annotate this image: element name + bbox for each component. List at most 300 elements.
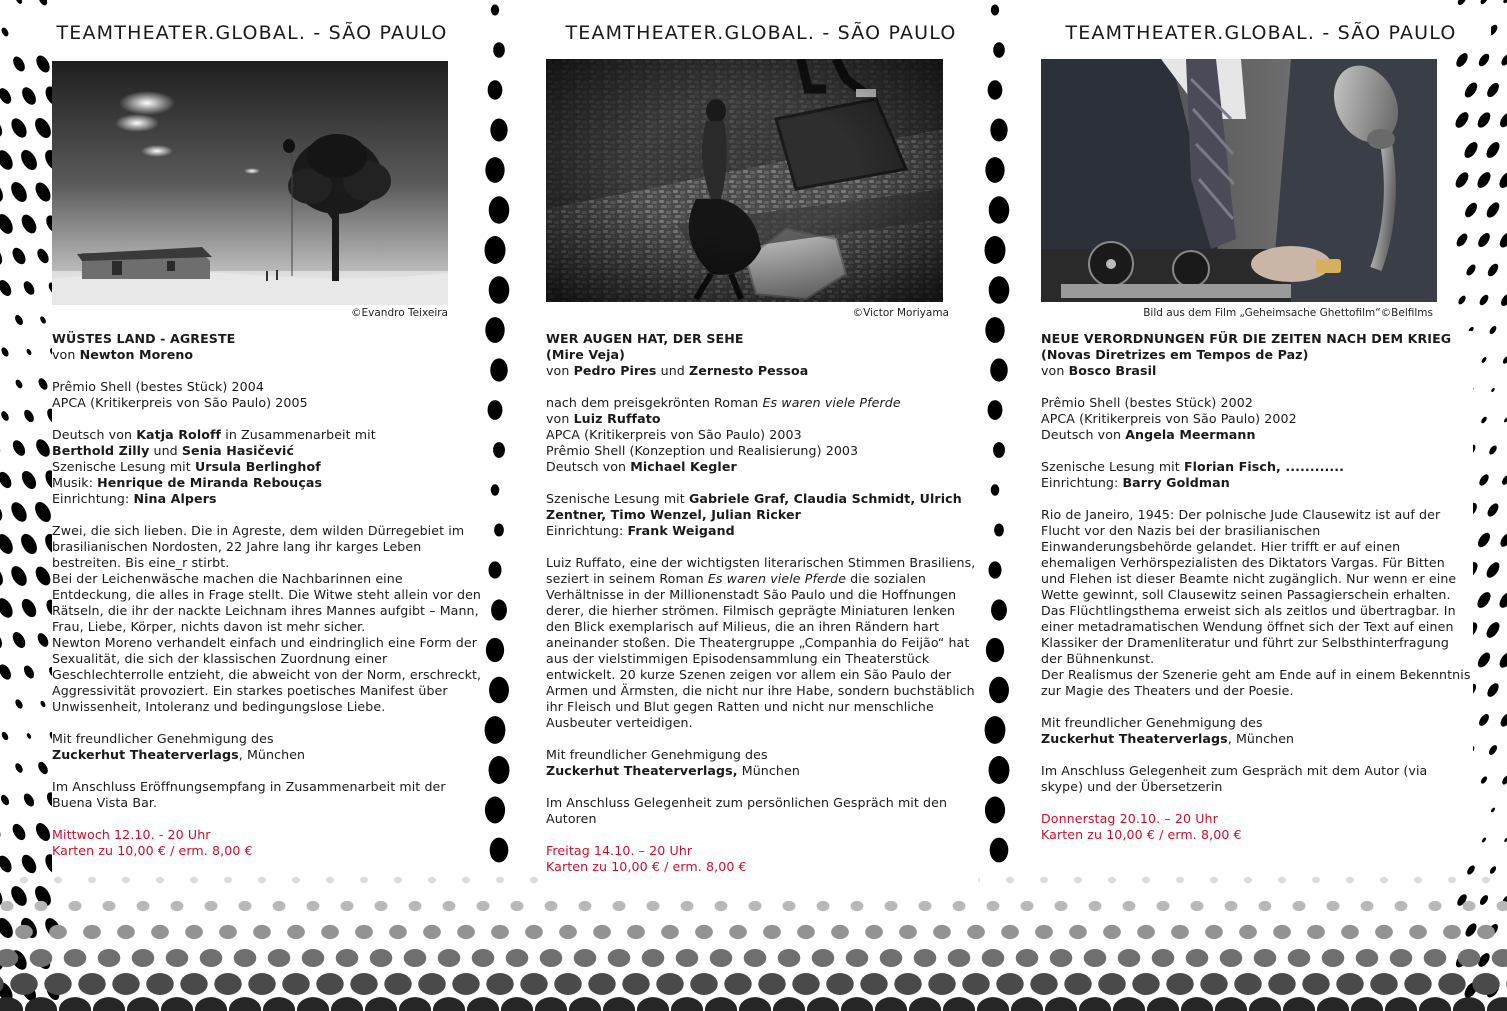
halftone-dot: [812, 949, 835, 967]
halftone-dot: [32, 115, 54, 140]
halftone-dot: [1438, 973, 1465, 995]
halftone-dot: [1322, 949, 1345, 967]
halftone-dot: [336, 949, 359, 967]
halftone-dot: [1302, 973, 1329, 995]
halftone-dot: [10, 630, 28, 650]
halftone-dot: [132, 949, 155, 967]
column-header: TEAMTHEATER.GLOBAL. - SÃO PAULO: [1031, 22, 1491, 44]
halftone-dot: [166, 949, 189, 967]
halftone-dot: [491, 484, 500, 495]
halftone-dot: [613, 901, 626, 911]
halftone-dot: [506, 949, 529, 967]
halftone-dot: [370, 949, 393, 967]
halftone-dot: [26, 348, 33, 356]
halftone-dot: [486, 973, 513, 995]
halftone-dot: [622, 973, 649, 995]
halftone-dot: [729, 925, 747, 939]
halftone-dot: [1356, 949, 1379, 967]
halftone-dot: [1220, 949, 1243, 967]
halftone-dot: [1084, 949, 1107, 967]
halftone-dot: [1498, 711, 1507, 728]
halftone-dot: [846, 949, 869, 967]
halftone-dot: [671, 997, 703, 1011]
halftone-dot: [1465, 263, 1478, 277]
halftone-dot: [54, 877, 62, 883]
halftone-dot: [1055, 901, 1068, 911]
halftone-dot: [467, 997, 499, 1011]
halftone-dot: [593, 925, 611, 939]
halftone-dot: [1477, 52, 1492, 68]
halftone-dot: [1361, 901, 1374, 911]
play-info-agreste: WÜSTES LAND - AGRESTE von Newton Moreno Prêmio Shell (bestes Stück) 2004 APCA (Kritikerpreis von São Paulo) 2005 Deutsch von Katja Roloff in Zusammenarbeit mit Berthold Zilly und Senia Hasičević Szenische Lesung mit Ursula Berlinghof Musik: Henrique de Miranda Rebouças Einrichtung: Nina Alpers Zwei, die sich lieben. Die in Agreste, dem wilden Dürregebiet im brasilianischen Nordosten, 22 Jahre lang ihr karges Leben bestreiten. Bis eine_r stirbt. Bei der Leichenwäsche machen die Nachbarinnen eine Entdeckung, die alles in Frage stellt. Die Witwe steht allein vor den Rätseln, die ihr der nackte Leichnam ihres Mannes aufgibt – Mann, Frau, Liebe, Körper, nichts davon ist mehr sicher. Newton Moreno verhandelt einfach und eindringlich eine Form der Sexualität, die sich der klassischen Zuordnung einer Geschlechterrolle entzieht, die abweicht von der Norm, erschreckt, Aggressivität provoziert. Ein starkes poetisches Manifest über Unwissenheit, Intoleranz und bedingungslose Liebe. Mit freundlicher Genehmigung des Zuckerhut Theaterverlags, München Im Anschluss Eröffnungsempfang in Zusammenarbeit mit der Buena Vista Bar. Mittwoch 12.10. - 20 Uhr Karten zu 10,00 € / erm. 8,00 €: [52, 331, 484, 875]
halftone-dot: [1200, 973, 1227, 995]
halftone-dot: [885, 901, 898, 911]
halftone-dot: [1030, 973, 1057, 995]
halftone-dot: [1481, 837, 1487, 843]
halftone-dot: [214, 973, 241, 995]
halftone-dot: [1480, 775, 1489, 784]
halftone-dot: [1137, 925, 1155, 939]
column-header: TEAMTHEATER.GLOBAL. - SÃO PAULO: [531, 22, 991, 44]
halftone-dot: [1016, 949, 1039, 967]
halftone-dot: [1273, 925, 1291, 939]
credits: Deutsch von Katja Roloff in Zusammenarbeit mit Berthold Zilly und Senia Hasičević Szenische Lesung mit Ursula Berlinghof Musik: Henrique de Miranda Rebouças Einrichtung: Nina Alpers: [52, 427, 376, 506]
halftone-dot: [10, 245, 28, 266]
halftone-dot: [1453, 997, 1485, 1011]
halftone-dot: [1021, 901, 1034, 911]
halftone-dot: [137, 901, 150, 911]
halftone-dot: [1492, 949, 1507, 967]
halftone-dot: [1497, 230, 1507, 249]
halftone-dot: [485, 716, 506, 744]
halftone-dot: [1132, 973, 1159, 995]
halftone-dot: [1475, 170, 1493, 190]
halftone-dot: [1268, 973, 1295, 995]
halftone-dot: [117, 925, 135, 939]
halftone-dot: [258, 877, 266, 883]
halftone-dot: [1210, 877, 1218, 883]
halftone-dot: [914, 949, 937, 967]
halftone-dot: [39, 315, 47, 324]
halftone-dot: [1035, 925, 1053, 939]
halftone-dot: [171, 901, 184, 911]
halftone-dot: [127, 997, 159, 1011]
award: APCA (Kritikerpreis von São Paulo) 2005: [52, 395, 308, 410]
halftone-dot: [1064, 973, 1091, 995]
halftone-dot: [1278, 877, 1286, 883]
halftone-dot: [1191, 901, 1204, 911]
halftone-dot: [10, 973, 37, 995]
halftone-dot: [1488, 325, 1498, 336]
ticket-price: Karten zu 10,00 € / erm. 8,00 €: [546, 859, 747, 874]
photo-credit: ©Victor Moriyama: [852, 307, 949, 319]
play-description: Rio de Janeiro, 1945: Der polnische Jude Clausewitz ist auf der Flucht vor den Nazis bei der brasilianischen Einwanderungsbehörde gelandet. Hier trifft er auf einen ehemaligen Verhörspezialisten des Diktators Vargas. Für Bitten und Flehen ist dieser Beamte nicht zugänglich. Nur wenn er eine Wette gewinnt, soll Clausewitz seinen Passagierschein erhalten. Das Flüchtlingsthema erweist sich als zeitlos und übertragbar. In einer metadramatischen Wendung öffnet sich der Text auf einen Klassiker der Dramenliteratur und führt zur Selbsthinterfragung der Bühnenkunst. Der Realismus der Szenerie geht am Ende auf in einem Bekenntnis zur Magie des Theaters und der Poesie.: [1041, 507, 1471, 698]
halftone-dot: [656, 973, 683, 995]
halftone-dot: [489, 756, 510, 784]
halftone-dot: [37, 0, 49, 7]
halftone-dot: [37, 377, 50, 392]
halftone-dot: [19, 212, 40, 236]
halftone-dot: [1050, 949, 1073, 967]
halftone-dot: [1477, 712, 1491, 727]
halftone-dot: [0, 629, 5, 652]
column-header: TEAMTHEATER.GLOBAL. - SÃO PAULO: [22, 22, 482, 44]
halftone-dot: [1476, 231, 1492, 249]
halftone-dot: [15, 0, 24, 5]
halftone-dot: [1424, 949, 1447, 967]
halftone-dot: [122, 877, 130, 883]
halftone-dot: [234, 949, 257, 967]
halftone-dot: [1448, 877, 1456, 883]
halftone-dot: [496, 877, 504, 883]
halftone-dot: [1327, 901, 1340, 911]
halftone-dot: [875, 997, 907, 1011]
halftone-dot: [394, 877, 402, 883]
halftone-dot: [967, 925, 985, 939]
halftone-dot: [0, 823, 3, 841]
halftone-dot: [773, 997, 805, 1011]
halftone-dot: [588, 973, 615, 995]
halftone-dot: [1171, 925, 1189, 939]
halftone-dot: [1225, 901, 1238, 911]
halftone-dot: [0, 179, 6, 205]
halftone-dot: [229, 997, 261, 1011]
halftone-dot: [1497, 170, 1507, 190]
halftone-dot: [1475, 110, 1493, 130]
halftone-dot: [10, 438, 27, 458]
halftone-dot: [1409, 925, 1427, 939]
halftone-dot: [993, 442, 1005, 458]
halftone-dot: [494, 523, 504, 536]
halftone-dot: [501, 997, 533, 1011]
halftone-dot: [488, 561, 501, 578]
halftone-dot: [909, 997, 941, 1011]
halftone-dot: [93, 997, 125, 1011]
afterwards-note: Im Anschluss Gelegenheit zum Gespräch mit dem Autor (via skype) und der Übersetzerin: [1041, 763, 1428, 794]
halftone-dot: [0, 211, 16, 236]
halftone-dot: [0, 500, 5, 523]
afterwards-note: Im Anschluss Gelegenheit zum persönlichen Gespräch mit den Autoren: [546, 795, 948, 826]
halftone-dot: [1502, 355, 1507, 365]
halftone-dot: [569, 997, 601, 1011]
halftone-dot: [22, 664, 36, 680]
halftone-dot: [817, 901, 830, 911]
photo-credit: Bild aus dem Film „Geheimsache Ghettofilm“©Belfilms: [1143, 307, 1433, 319]
halftone-dot: [219, 925, 237, 939]
halftone-dot: [1370, 973, 1397, 995]
halftone-dot: [1166, 973, 1193, 995]
halftone-dot: [477, 901, 490, 911]
halftone-dot: [0, 915, 16, 940]
halftone-dot: [0, 470, 14, 491]
reading-credits: Szenische Lesung mit Gabriele Graf, Claudia Schmidt, Ulrich Zentner, Timo Wenzel, Julian Ricker Einrichtung: Frank Weigand: [546, 491, 962, 538]
halftone-dot: [1497, 650, 1507, 670]
halftone-dot: [0, 563, 6, 589]
halftone-dot: [428, 877, 436, 883]
halftone-dot: [1259, 901, 1272, 911]
halftone-dot: [990, 838, 1009, 863]
halftone-dot: [989, 756, 1010, 784]
halftone-dot: [1462, 80, 1479, 99]
halftone-dot: [224, 877, 232, 883]
halftone-dot: [1463, 901, 1476, 911]
halftone-dot: [1385, 997, 1417, 1011]
halftone-dot: [1490, 807, 1496, 813]
halftone-dot: [488, 400, 503, 420]
halftone-dot: [1498, 111, 1507, 130]
halftone-dot: [485, 236, 506, 264]
halftone-dot: [1466, 864, 1477, 876]
halftone-dot: [647, 901, 660, 911]
halftone-dot: [994, 523, 1004, 536]
halftone-dot: [21, 279, 36, 296]
halftone-dot: [462, 877, 470, 883]
halftone-dot: [321, 925, 339, 939]
halftone-dot: [1443, 925, 1461, 939]
halftone-dot: [991, 484, 1000, 495]
halftone-dot: [1419, 997, 1451, 1011]
halftone-dot: [715, 901, 728, 911]
play-subtitle: (Novas Diretrizes em Tempos de Paz): [1041, 347, 1309, 362]
halftone-dot: [681, 901, 694, 911]
halftone-dot: [778, 949, 801, 967]
halftone-dot: [1482, 877, 1490, 883]
halftone-dot: [20, 877, 28, 883]
halftone-dot: [1475, 650, 1492, 669]
halftone-dot: [1499, 292, 1507, 307]
halftone-dot: [1500, 53, 1507, 67]
halftone-dot: [1069, 925, 1087, 939]
halftone-dot: [919, 901, 932, 911]
halftone-dot: [880, 949, 903, 967]
halftone-dot: [151, 925, 169, 939]
halftone-dot: [0, 440, 2, 457]
halftone-dot: [933, 925, 951, 939]
halftone-dot: [0, 346, 10, 358]
halftone-dot: [988, 80, 1003, 100]
permission-note: Mit freundlicher Genehmigung des Zuckerhut Theaterverlags, München: [52, 731, 306, 762]
halftone-dot: [990, 358, 1007, 381]
halftone-dot: [1484, 620, 1502, 640]
halftone-dot: [490, 118, 507, 141]
halftone-dot: [190, 877, 198, 883]
halftone-dot: [35, 901, 48, 911]
halftone-dot: [489, 677, 509, 704]
halftone-dot: [0, 696, 2, 711]
halftone-dot: [0, 997, 23, 1011]
halftone-dot: [35, 247, 51, 265]
halftone-dot: [19, 596, 39, 619]
halftone-dot: [485, 317, 504, 343]
play-title: WÜSTES LAND - AGRESTE: [52, 331, 236, 346]
halftone-dot: [1181, 997, 1213, 1011]
halftone-dot: [1454, 51, 1470, 69]
halftone-dot: [146, 973, 173, 995]
halftone-dot: [1244, 877, 1252, 883]
halftone-dot: [1011, 997, 1043, 1011]
halftone-dot: [433, 997, 465, 1011]
halftone-dot: [452, 973, 479, 995]
halftone-dot: [33, 564, 54, 588]
credits: Prêmio Shell (bestes Stück) 2002 APCA (Kritikerpreis von São Paulo) 2002 Deutsch von Angela Meermann: [1041, 395, 1297, 442]
halftone-dot: [1312, 877, 1320, 883]
halftone-dot: [807, 997, 839, 1011]
halftone-dot: [389, 925, 407, 939]
halftone-dot: [490, 358, 507, 381]
halftone-dot: [1478, 894, 1489, 907]
halftone-dot: [695, 925, 713, 939]
halftone-dot: [749, 901, 762, 911]
halftone-dot: [797, 925, 815, 939]
halftone-dot: [8, 116, 29, 141]
halftone-dot: [1045, 997, 1077, 1011]
halftone-dot: [472, 949, 495, 967]
afterwards-note: Im Anschluss Eröffnungsempfang in Zusammenarbeit mit der Buena Vista Bar.: [52, 779, 446, 810]
halftone-dot: [831, 925, 849, 939]
halftone-dot: [948, 949, 971, 967]
halftone-dot: [579, 901, 592, 911]
halftone-dot: [0, 793, 11, 806]
halftone-dot: [1254, 949, 1277, 967]
halftone-dot: [1463, 921, 1478, 938]
halftone-dot: [1480, 416, 1488, 425]
halftone-dot: [1215, 997, 1247, 1011]
halftone-dot: [326, 877, 334, 883]
halftone-dot: [1453, 170, 1471, 190]
halftone-dot: [438, 949, 461, 967]
play-info-mire-veja: WER AUGEN HAT, DER SEHE (Mire Veja) von Pedro Pires und Zernesto Pessoa nach dem preisgekrönten Roman Es waren viele Pferde von Luiz Ruffato APCA (Kritikerpreis von São Paulo) 2003 Prêmio Shell (Konzeption und Realisierung) 2003 Deutsch von Michael Kegler Szenische Lesung mit Gabriele Graf, Claudia Schmidt, Ulrich Zentner, Timo Wenzel, Julian Ricker Einrichtung: Frank Weigand Luiz Ruffato, eine der wichtigsten literarischen Stimmen Brasiliens, seziert in seinem Roman Es waren viele Pferde die sozialen Verhältnisse in der Millionenstadt São Paulo und die Hoffnungen derer, die hierher strömen. Filmisch geprägte Miniaturen lenken den Blick exemplarisch auf Milieus, die an ihren Rändern hart aneinander stoßen. Die Theatergruppe „Companhia do Feijão“ hat aus der vielstimmigen Episodensammlung ein Theaterstück entwickelt. 20 kurze Szenen zeigen vor allem ein São Paulo der Armen und Ärmsten, die nicht nur ihre Habe, sondern buchstäblich ihr Fleisch und Blut gegen Ratten und nicht nur menschliche Ausbeuter verteidigen. Mit freundlicher Genehmigung des Zuckerhut Theaterverlags, München Im Anschluss Gelegenheit zum persönlichen Gespräch mit den Autoren Freitag 14.10. – 20 Uhr Karten zu 10,00 € / erm. 8,00 €: [546, 331, 978, 891]
event-date: Mittwoch 12.10. - 20 Uhr: [52, 827, 211, 842]
play-title: WER AUGEN HAT, DER SEHE: [546, 331, 744, 346]
halftone-dot: [530, 877, 538, 883]
halftone-dot: [1503, 417, 1507, 423]
halftone-dot: [1351, 997, 1383, 1011]
halftone-dot: [627, 925, 645, 939]
halftone-dot: [1472, 973, 1499, 995]
reading-credits: Szenische Lesung mit Florian Fisch, ............ Einrichtung: Barry Goldman: [1041, 459, 1345, 490]
halftone-dot: [1375, 925, 1393, 939]
halftone-dot: [986, 638, 1004, 662]
halftone-dot: [493, 42, 505, 58]
halftone-dot: [195, 997, 227, 1011]
halftone-dot: [511, 901, 524, 911]
event-date: Freitag 14.10. – 20 Uhr: [546, 843, 693, 858]
halftone-dot: [355, 925, 373, 939]
halftone-dot: [987, 901, 1000, 911]
halftone-dot: [0, 312, 2, 328]
halftone-dot: [78, 973, 105, 995]
halftone-dot: [112, 973, 139, 995]
halftone-dot: [489, 276, 510, 303]
halftone-dot: [0, 853, 14, 874]
halftone-dot: [758, 973, 785, 995]
halftone-dot: [488, 80, 503, 100]
halftone-dot: [1457, 294, 1467, 305]
halftone-dot: [1147, 997, 1179, 1011]
halftone-dot: [1504, 837, 1507, 842]
halftone-dot: [36, 760, 50, 776]
halftone-dot: [535, 997, 567, 1011]
halftone-dot: [14, 762, 25, 774]
halftone-dot: [69, 901, 82, 911]
halftone-dot: [1040, 877, 1048, 883]
halftone-dot: [33, 437, 52, 459]
halftone-dot: [302, 949, 325, 967]
halftone-dot: [239, 901, 252, 911]
halftone-dot: [608, 949, 631, 967]
halftone-dot: [1477, 473, 1490, 488]
halftone-dot: [676, 949, 699, 967]
halftone-dot: [1, 901, 14, 911]
halftone-dot: [792, 973, 819, 995]
halftone-dot: [384, 973, 411, 995]
halftone-dot: [331, 997, 363, 1011]
halftone-dot: [988, 561, 1001, 578]
halftone-dot: [1479, 0, 1489, 5]
halftone-dot: [13, 314, 24, 327]
halftone-dot: [1307, 925, 1325, 939]
halftone-dot: [1488, 444, 1499, 456]
halftone-dot: [1453, 110, 1471, 130]
halftone-dot: [493, 442, 505, 458]
halftone-dot: [989, 677, 1009, 704]
halftone-dot: [11, 55, 28, 74]
halftone-dot: [661, 925, 679, 939]
halftone-dot: [520, 973, 547, 995]
halftone-dot: [1498, 531, 1507, 548]
halftone-dot: [491, 925, 509, 939]
halftone-dot: [1484, 560, 1502, 580]
halftone-dot: [423, 925, 441, 939]
halftone-dot: [1497, 590, 1507, 610]
halftone-dot: [724, 973, 751, 995]
halftone-dot: [0, 410, 10, 422]
halftone-dot: [783, 901, 796, 911]
photo-street-scene: [546, 59, 943, 302]
halftone-dot: [1390, 949, 1413, 967]
halftone-dot: [360, 877, 368, 883]
permission-note: Mit freundlicher Genehmigung des Zuckerhut Theaterverlags, München: [546, 747, 800, 778]
halftone-dot: [491, 4, 499, 15]
event-info: [546, 843, 978, 875]
permission-note: Mit freundlicher Genehmigung des Zuckerhut Theaterverlags, München: [1041, 715, 1295, 746]
halftone-dot: [710, 949, 733, 967]
ticket-price: Karten zu 10,00 € / erm. 8,00 €: [52, 843, 253, 858]
halftone-dot: [161, 997, 193, 1011]
halftone-dot: [1463, 201, 1480, 220]
halftone-dot: [0, 86, 14, 106]
halftone-dot: [418, 973, 445, 995]
publisher: Zuckerhut Theaterverlags,: [546, 763, 738, 778]
halftone-dot: [307, 901, 320, 911]
halftone-dot: [1487, 744, 1498, 757]
publisher: Zuckerhut Theaterverlags: [1041, 731, 1228, 746]
halftone-dot: [30, 949, 53, 967]
halftone-dot: [205, 901, 218, 911]
halftone-dot: [180, 973, 207, 995]
credits: nach dem preisgekrönten Roman Es waren viele Pferde von Luiz Ruffato APCA (Kritikerpreis von São Paulo) 2003 Prêmio Shell (Konzeption und Realisierung) 2003 Deutsch von Michael Kegler: [546, 395, 901, 474]
award: Prêmio Shell (bestes Stück) 2004: [52, 379, 264, 394]
halftone-dot: [1489, 865, 1498, 875]
halftone-dot: [1485, 681, 1501, 699]
halftone-dot: [985, 157, 1004, 183]
halftone-dot: [15, 925, 33, 939]
play-description: Zwei, die sich lieben. Die in Agreste, dem wilden Dürregebiet im brasilianischen Nordosten, 22 Jahre lang ihr karges Leben bestreiten. Bis eine_r stirbt. Bei der Leichenwäsche machen die Nachbarinnen eine Entdeckung, die alles in Frage stellt. Die Witwe steht allein vor den Rätseln, die ihr der nackte Leichnam ihres Mannes aufgibt – Mann, Frau, Liebe, Körper, nichts davon ist mehr sicher. Newton Moreno verhandelt einfach und eindringlich eine Form der Sexualität, die sich der klassischen Zuordnung einer Geschlechterrolle entzieht, die abweicht von der Norm, erschreckt, Aggressivität provoziert. Ein starkes poetisches Manifest über Unwissenheit, Intoleranz und bedingungslose Liebe.: [52, 523, 482, 714]
halftone-dot: [985, 716, 1006, 744]
halftone-dot: [19, 852, 39, 875]
halftone-dot: [375, 901, 388, 911]
halftone-dot: [489, 196, 510, 223]
